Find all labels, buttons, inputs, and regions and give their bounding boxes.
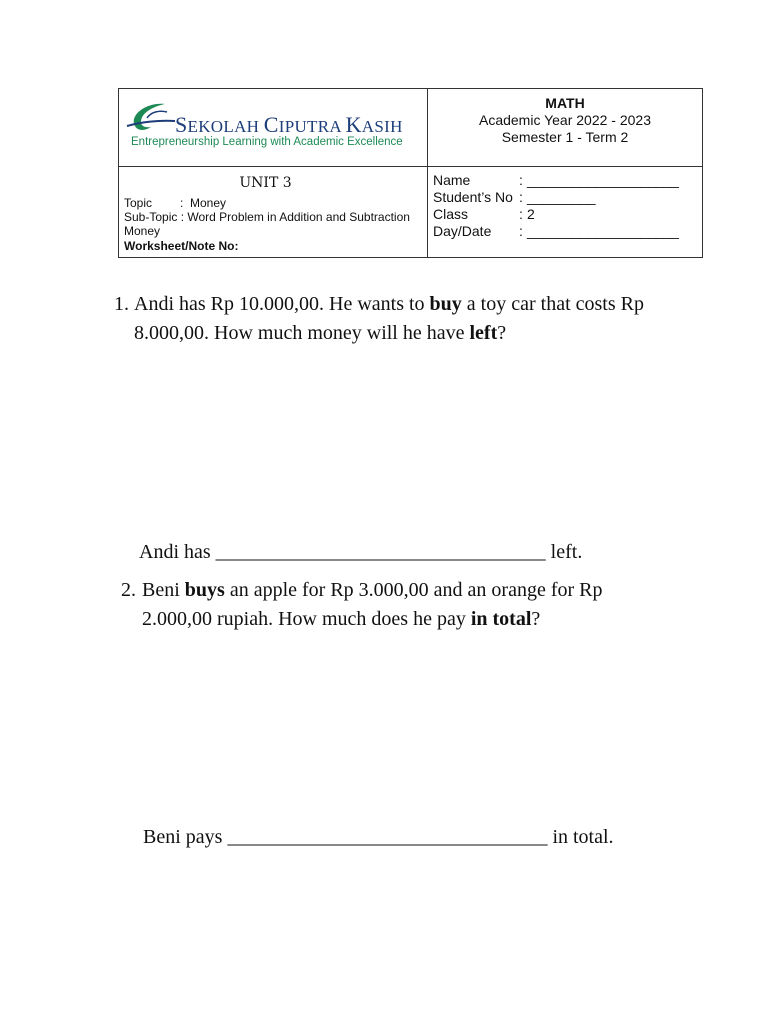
- question-number: 1.: [114, 293, 129, 315]
- topic-value: Money: [190, 196, 227, 210]
- student-number-row[interactable]: Student’s No : _________: [433, 189, 596, 205]
- class-value: 2: [527, 206, 535, 222]
- answer-line-2[interactable]: Beni pays ________________________________ in total.: [143, 826, 614, 848]
- school-logo-cell: [119, 89, 428, 167]
- answer-blank[interactable]: _________________________________: [215, 541, 546, 563]
- academic-year: Academic Year 2022 - 2023: [478, 112, 651, 128]
- semester-term: Semester 1 - Term 2: [501, 129, 629, 145]
- subtopic-value: Word Problem in Addition and Subtraction: [187, 210, 410, 224]
- student-name-row[interactable]: Name : ____________________: [433, 172, 679, 188]
- school-logo-icon: [125, 96, 177, 136]
- topic-row: Topic : Money: [124, 196, 227, 210]
- answer-line-1[interactable]: Andi has _________________________________ left.: [139, 541, 583, 563]
- question-text: Andi has Rp 10.000,00. He wants to buy a toy car that costs Rp 8.000,00. How much money will he have left?: [134, 293, 644, 344]
- question-number: 2.: [121, 579, 136, 601]
- unit-cell: [119, 167, 428, 257]
- question-1: [114, 290, 694, 348]
- subject-title: MATH: [545, 95, 585, 111]
- worksheet-header-table: [118, 88, 703, 258]
- student-info-cell: [428, 167, 702, 257]
- class-row: Class : 2: [433, 206, 535, 222]
- answer-blank[interactable]: ________________________________: [227, 826, 548, 848]
- question-2: [121, 576, 651, 634]
- worksheet-number: Worksheet/Note No:: [124, 239, 239, 253]
- student-number-field[interactable]: _________: [527, 189, 596, 205]
- unit-title: UNIT 3: [239, 175, 292, 191]
- subtopic-continuation: Money: [124, 224, 161, 238]
- subject-cell: [428, 89, 702, 167]
- school-name: SEKOLAH CIPUTRA KASIH: [175, 112, 403, 137]
- date-row[interactable]: Day/Date : ____________________: [433, 223, 679, 239]
- school-tagline: Entrepreneurship Learning with Academic Excellence: [131, 136, 403, 148]
- name-field[interactable]: ____________________: [527, 172, 679, 188]
- question-text: Beni buys an apple for Rp 3.000,00 and an orange for Rp 2.000,00 rupiah. How much does he pay in total?: [142, 579, 603, 630]
- subtopic-row: Sub-Topic : Word Problem in Addition and Subtraction: [124, 210, 410, 224]
- date-field[interactable]: ____________________: [527, 223, 679, 239]
